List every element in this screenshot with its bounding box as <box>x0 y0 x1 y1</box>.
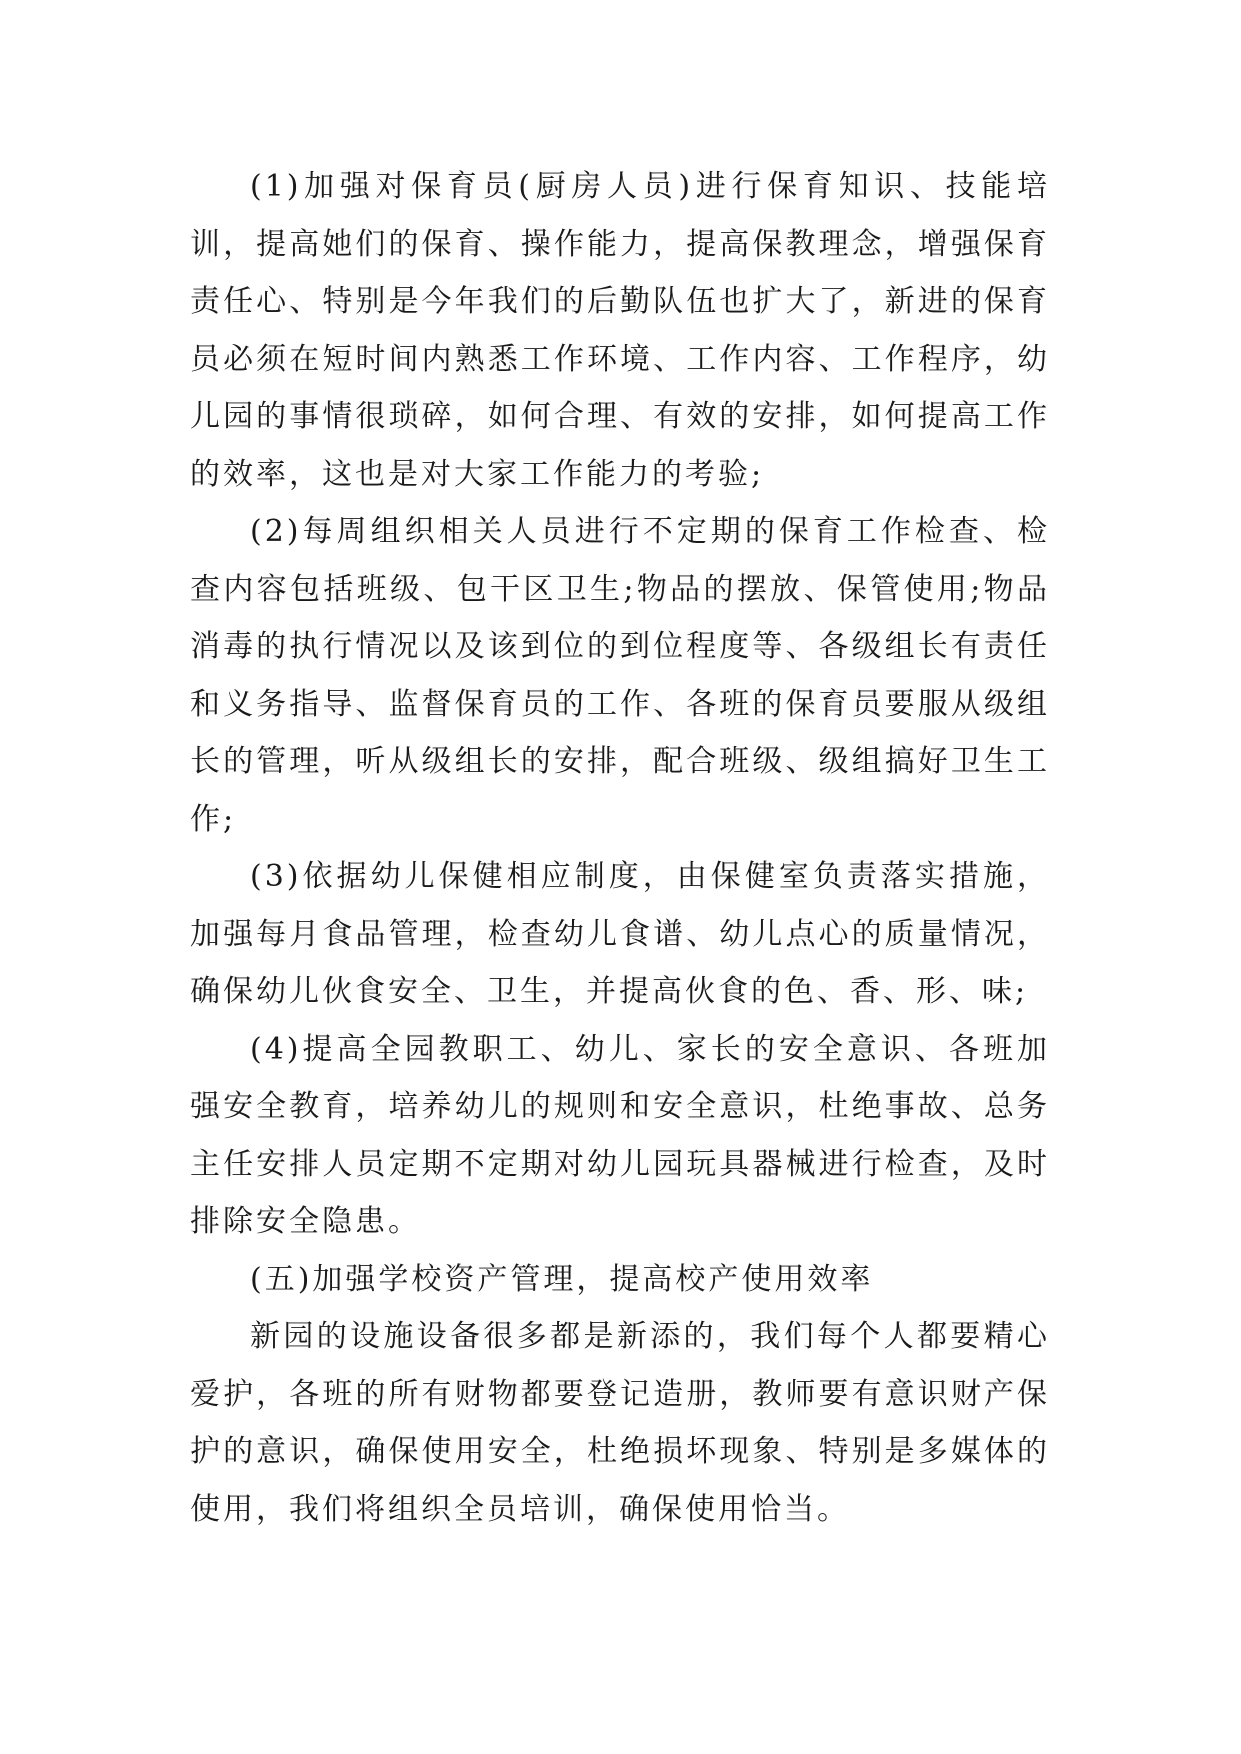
paragraph-2: (2)每周组织相关人员进行不定期的保育工作检查、检查内容包括班级、包干区卫生;物品的摆放、保管使用;物品消毒的执行情况以及该到位的到位程度等、各级组长有责任和义务指导、监督保育员的工作、各班的保育员要服从级组长的管理，听从级组长的安排，配合班级、级组搞好卫生工作; <box>190 514 1050 837</box>
paragraph-1: (1)加强对保育员(厨房人员)进行保育知识、技能培训，提高她们的保育、操作能力，提高保教理念，增强保育责任心、特别是今年我们的后勤队伍也扩大了，新进的保育员必须在短时间内熟悉工作环境、工作内容、工作程序，幼儿园的事情很琐碎，如何合理、有效的安排，如何提高工作的效率，这也是对大家工作能力的考验; <box>190 169 1050 492</box>
paragraph-4: (4)提高全园教职工、幼儿、家长的安全意识、各班加强安全教育，培养幼儿的规则和安全意识，杜绝事故、总务主任安排人员定期不定期对幼儿园玩具器械进行检查，及时排除安全隐患。 <box>190 1031 1050 1239</box>
section-heading: (五)加强学校资产管理，提高校产使用效率 <box>250 1261 874 1297</box>
paragraph-5: 新园的设施设备很多都是新添的，我们每个人都要精心爱护，各班的所有财物都要登记造册，教师要有意识财产保护的意识，确保使用安全，杜绝损坏现象、特别是多媒体的使用，我们将组织全员培训，确保使用恰当。 <box>190 1319 1050 1527</box>
document-body <box>190 158 1050 1538</box>
paragraph-3: (3)依据幼儿保健相应制度，由保健室负责落实措施，加强每月食品管理，检查幼儿食谱、幼儿点心的质量情况，确保幼儿伙食安全、卫生，并提高伙食的色、香、形、味; <box>190 859 1050 1009</box>
